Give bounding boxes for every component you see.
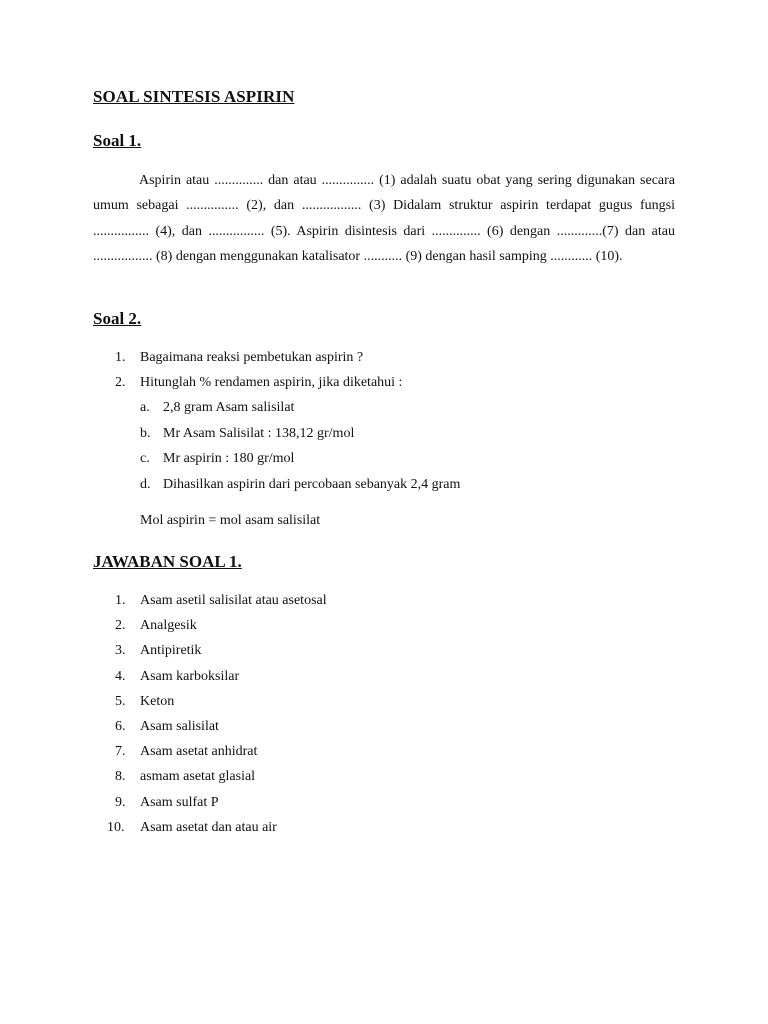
list-item-text: Keton: [140, 693, 175, 709]
list-item-number: 8.: [115, 769, 126, 785]
soal-1-heading: Soal 1.: [93, 131, 142, 150]
list-item-text: Mr Asam Salisilat : 138,12 gr/mol: [163, 425, 355, 441]
list-item-letter: b.: [140, 425, 151, 441]
list-item-number: 1.: [115, 350, 126, 365]
jawaban-soal-1-heading: JAWABAN SOAL 1.: [93, 552, 242, 571]
list-item-number: 7.: [115, 744, 126, 760]
list-item-text: Dihasilkan aspirin dari percobaan sebanyak 2,4 gram: [163, 477, 461, 493]
list-item-number: 4.: [115, 668, 126, 684]
list-item-text: Mr aspirin : 180 gr/mol: [163, 451, 295, 467]
list-item-text: Antipiretik: [140, 643, 202, 659]
list-item-letter: c.: [140, 451, 150, 467]
soal-2-heading: Soal 2.: [93, 309, 142, 328]
soal-1-text: Aspirin atau .............. dan atau ............... (1) adalah suatu obat yang sering digunakan secara umum sebagai ............... (2), dan ................. (3) Didalam struktur aspirin terdapat gugus fungsi ................ (4), dan ................ (5). Aspirin disintesis dari .............. (6) dengan .............(7) dan atau ................. (8) dengan menggunakan katalisator ........... (9) dengan hasil samping ............ (10).: [93, 173, 675, 264]
list-item-letter: d.: [140, 477, 151, 493]
list-item-text: Analgesik: [140, 618, 197, 634]
soal-1-paragraph: [93, 168, 675, 269]
list-item-number: 2.: [115, 375, 126, 391]
list-item-number: 2.: [115, 618, 126, 634]
list-item-number: 9.: [115, 794, 126, 810]
list-item-text: Asam salisilat: [140, 718, 219, 734]
soal-2-note: Mol aspirin = mol asam salisilat: [140, 513, 321, 528]
list-item-text: Asam asetil salisilat atau asetosal: [140, 593, 327, 608]
list-item-text: Asam asetat anhidrat: [140, 744, 258, 760]
list-item-text: Hitunglah % rendamen aspirin, jika diketahui :: [140, 375, 403, 391]
list-item-number: 6.: [115, 718, 126, 734]
list-item-text: Asam karboksilar: [140, 668, 240, 684]
document-title: SOAL SINTESIS ASPIRIN: [93, 87, 295, 106]
list-item-text: 2,8 gram Asam salisilat: [163, 400, 295, 415]
list-item-text: Asam sulfat P: [140, 794, 219, 810]
list-item-number: 3.: [115, 643, 126, 659]
list-item-text: Bagaimana reaksi pembetukan aspirin ?: [140, 350, 364, 365]
list-item-text: Asam asetat dan atau air: [140, 819, 277, 835]
list-item-number: 1.: [115, 593, 126, 608]
list-item-text: asmam asetat glasial: [140, 769, 256, 785]
list-item-number: 5.: [115, 693, 126, 709]
list-item-letter: a.: [140, 400, 150, 415]
list-item-number: 10.: [107, 819, 125, 835]
